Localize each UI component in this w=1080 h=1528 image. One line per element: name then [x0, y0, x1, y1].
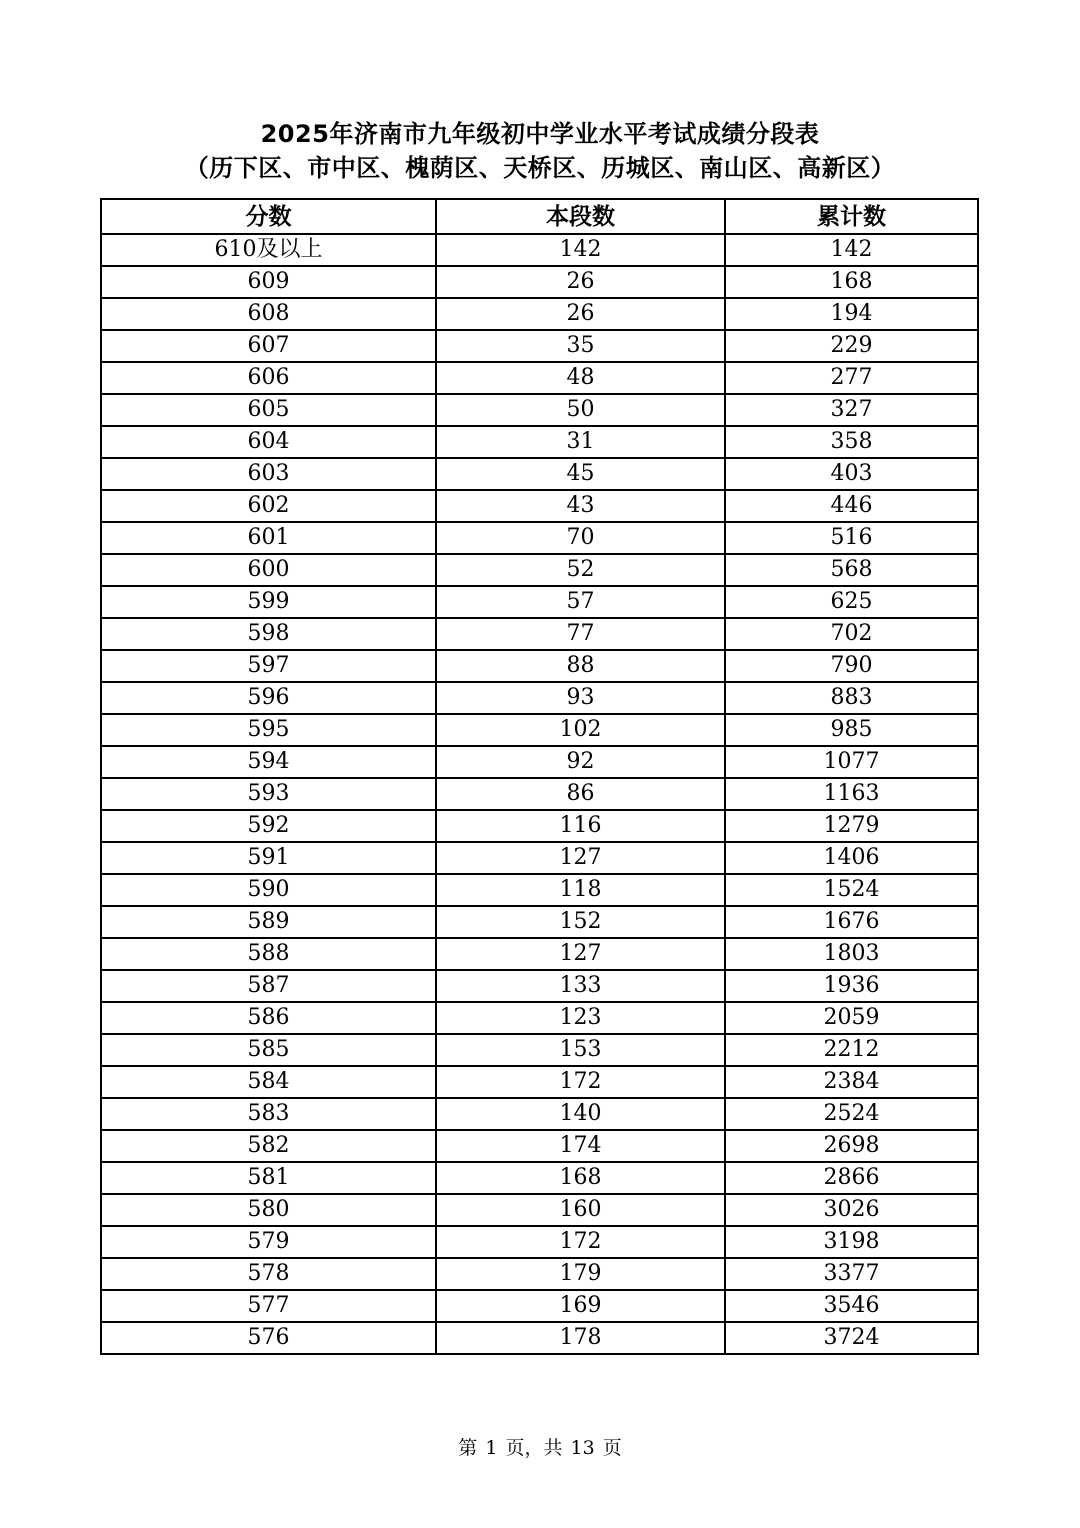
table-row: [101, 1258, 978, 1290]
segment-count-cell: 102: [436, 714, 725, 746]
score-cell: 601: [101, 522, 436, 554]
score-cell: 589: [101, 906, 436, 938]
score-cell: 607: [101, 330, 436, 362]
cumulative-count-cell: 1524: [725, 874, 978, 906]
score-cell: 604: [101, 426, 436, 458]
cumulative-count-cell: 2524: [725, 1098, 978, 1130]
segment-count-cell: 86: [436, 778, 725, 810]
cumulative-count-cell: 3198: [725, 1226, 978, 1258]
table-row: [101, 1066, 978, 1098]
segment-count-cell: 77: [436, 618, 725, 650]
table-row: [101, 266, 978, 298]
table-row: [101, 362, 978, 394]
table-row: [101, 938, 978, 970]
score-cell: 596: [101, 682, 436, 714]
segment-count-cell: 127: [436, 938, 725, 970]
segment-count-cell: 133: [436, 970, 725, 1002]
segment-count-cell: 140: [436, 1098, 725, 1130]
document-subtitle-districts: （历下区、市中区、槐荫区、天桥区、历城区、南山区、高新区）: [184, 154, 896, 182]
cumulative-count-cell: 229: [725, 330, 978, 362]
score-cell: 597: [101, 650, 436, 682]
score-cell: 579: [101, 1226, 436, 1258]
cumulative-count-cell: 1406: [725, 842, 978, 874]
table-row: [101, 426, 978, 458]
score-cell: 576: [101, 1322, 436, 1354]
segment-count-cell: 26: [436, 266, 725, 298]
segment-count-cell: 70: [436, 522, 725, 554]
segment-count-cell: 43: [436, 490, 725, 522]
table-row: [101, 234, 978, 266]
cumulative-count-cell: 1803: [725, 938, 978, 970]
table-row: [101, 906, 978, 938]
table-row: [101, 714, 978, 746]
score-cell: 600: [101, 554, 436, 586]
score-cell: 608: [101, 298, 436, 330]
cumulative-count-cell: 3377: [725, 1258, 978, 1290]
cumulative-count-cell: 1936: [725, 970, 978, 1002]
score-cell: 580: [101, 1194, 436, 1226]
table-row: [101, 586, 978, 618]
score-cell: 582: [101, 1130, 436, 1162]
table-row: [101, 458, 978, 490]
table-row: [101, 522, 978, 554]
cumulative-count-cell: 2698: [725, 1130, 978, 1162]
cumulative-count-cell: 625: [725, 586, 978, 618]
segment-count-cell: 169: [436, 1290, 725, 1322]
table-header-row: [101, 199, 978, 234]
score-cell: 578: [101, 1258, 436, 1290]
segment-count-cell: 179: [436, 1258, 725, 1290]
score-cell: 581: [101, 1162, 436, 1194]
cumulative-count-cell: 2384: [725, 1066, 978, 1098]
score-cell: 588: [101, 938, 436, 970]
segment-count-cell: 52: [436, 554, 725, 586]
score-cell: 591: [101, 842, 436, 874]
score-cell: 587: [101, 970, 436, 1002]
score-cell: 583: [101, 1098, 436, 1130]
table-row: [101, 810, 978, 842]
table-row: [101, 554, 978, 586]
cumulative-count-cell: 2866: [725, 1162, 978, 1194]
table-row: [101, 1130, 978, 1162]
score-cell: 599: [101, 586, 436, 618]
table-row: [101, 394, 978, 426]
cumulative-count-cell: 1077: [725, 746, 978, 778]
table-row: [101, 682, 978, 714]
score-cell: 602: [101, 490, 436, 522]
table-row: [101, 1002, 978, 1034]
header-segment-count: 本段数: [436, 199, 725, 234]
cumulative-count-cell: 358: [725, 426, 978, 458]
table-row: [101, 1194, 978, 1226]
cumulative-count-cell: 3724: [725, 1322, 978, 1354]
table-row: [101, 1226, 978, 1258]
segment-count-cell: 35: [436, 330, 725, 362]
cumulative-count-cell: 985: [725, 714, 978, 746]
score-cell: 609: [101, 266, 436, 298]
segment-count-cell: 48: [436, 362, 725, 394]
table-row: [101, 1162, 978, 1194]
segment-count-cell: 50: [436, 394, 725, 426]
cumulative-count-cell: 2212: [725, 1034, 978, 1066]
table-row: [101, 1034, 978, 1066]
table-row: [101, 842, 978, 874]
score-cell: 586: [101, 1002, 436, 1034]
table-row: [101, 1098, 978, 1130]
segment-count-cell: 93: [436, 682, 725, 714]
score-cell: 598: [101, 618, 436, 650]
cumulative-count-cell: 3026: [725, 1194, 978, 1226]
table-row: [101, 1322, 978, 1354]
score-cell: 606: [101, 362, 436, 394]
cumulative-count-cell: 3546: [725, 1290, 978, 1322]
cumulative-count-cell: 403: [725, 458, 978, 490]
cumulative-count-cell: 446: [725, 490, 978, 522]
cumulative-count-cell: 277: [725, 362, 978, 394]
score-cell: 605: [101, 394, 436, 426]
cumulative-count-cell: 516: [725, 522, 978, 554]
segment-count-cell: 152: [436, 906, 725, 938]
table-row: [101, 490, 978, 522]
cumulative-count-cell: 142: [725, 234, 978, 266]
table-row: [101, 746, 978, 778]
table-row: [101, 618, 978, 650]
segment-count-cell: 31: [436, 426, 725, 458]
segment-count-cell: 45: [436, 458, 725, 490]
score-cell: 610及以上: [101, 234, 436, 266]
segment-count-cell: 118: [436, 874, 725, 906]
segment-count-cell: 57: [436, 586, 725, 618]
segment-count-cell: 172: [436, 1066, 725, 1098]
score-cell: 593: [101, 778, 436, 810]
table-row: [101, 650, 978, 682]
score-cell: 590: [101, 874, 436, 906]
score-distribution-table: [100, 198, 979, 1355]
table-row: [101, 778, 978, 810]
segment-count-cell: 172: [436, 1226, 725, 1258]
page-number-footer: 第 1 页，共 13 页: [458, 1437, 622, 1459]
cumulative-count-cell: 194: [725, 298, 978, 330]
cumulative-count-cell: 327: [725, 394, 978, 426]
header-cumulative-count: 累计数: [725, 199, 978, 234]
cumulative-count-cell: 702: [725, 618, 978, 650]
score-cell: 594: [101, 746, 436, 778]
score-cell: 595: [101, 714, 436, 746]
cumulative-count-cell: 883: [725, 682, 978, 714]
segment-count-cell: 92: [436, 746, 725, 778]
segment-count-cell: 168: [436, 1162, 725, 1194]
segment-count-cell: 174: [436, 1130, 725, 1162]
cumulative-count-cell: 2059: [725, 1002, 978, 1034]
cumulative-count-cell: 1279: [725, 810, 978, 842]
score-cell: 577: [101, 1290, 436, 1322]
score-cell: 584: [101, 1066, 436, 1098]
cumulative-count-cell: 790: [725, 650, 978, 682]
segment-count-cell: 127: [436, 842, 725, 874]
cumulative-count-cell: 1163: [725, 778, 978, 810]
document-title: 2025年济南市九年级初中学业水平考试成绩分段表: [260, 120, 820, 148]
score-cell: 603: [101, 458, 436, 490]
segment-count-cell: 116: [436, 810, 725, 842]
segment-count-cell: 142: [436, 234, 725, 266]
cumulative-count-cell: 1676: [725, 906, 978, 938]
segment-count-cell: 26: [436, 298, 725, 330]
table-row: [101, 1290, 978, 1322]
segment-count-cell: 88: [436, 650, 725, 682]
table-row: [101, 298, 978, 330]
cumulative-count-cell: 568: [725, 554, 978, 586]
table-row: [101, 970, 978, 1002]
score-cell: 585: [101, 1034, 436, 1066]
score-cell: 592: [101, 810, 436, 842]
segment-count-cell: 160: [436, 1194, 725, 1226]
segment-count-cell: 153: [436, 1034, 725, 1066]
header-score: 分数: [101, 199, 436, 234]
segment-count-cell: 178: [436, 1322, 725, 1354]
table-body: [101, 234, 978, 1354]
table-row: [101, 874, 978, 906]
table-row: [101, 330, 978, 362]
cumulative-count-cell: 168: [725, 266, 978, 298]
segment-count-cell: 123: [436, 1002, 725, 1034]
